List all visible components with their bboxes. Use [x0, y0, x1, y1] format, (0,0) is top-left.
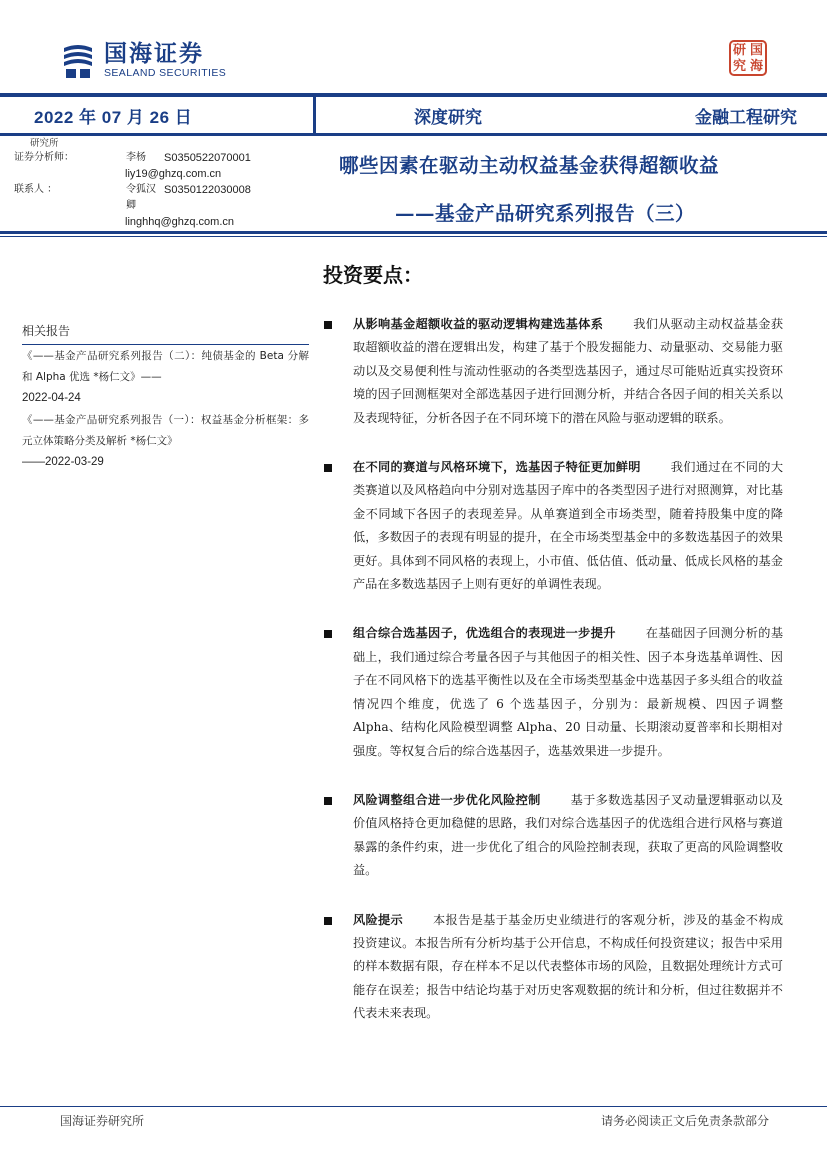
analyst-email[interactable]: liy19@ghzq.com.cn [125, 168, 222, 180]
key-points-list [323, 313, 783, 1052]
brand-name-cn: 国海证券 [104, 40, 204, 67]
related-report-date: ——2022-03-29 [22, 456, 104, 468]
seal-char: 究 [732, 58, 746, 74]
footer-institute: 国海证券研究所 [60, 1114, 145, 1128]
brand-name-en: SEALAND SECURITIES [104, 66, 227, 79]
key-point-item [323, 789, 783, 883]
key-point-heading: 风险提示 [353, 912, 404, 927]
related-reports [22, 322, 309, 473]
analyst-name: 令狐汉卿 [126, 184, 156, 211]
key-point-body: 在基础因子回测分析的基础上，我们通过综合考量各因子与其他因子的相关性、因子本身选基单调性、因子在不同风格下的选基平衡性以及在全市场类型基金中选基因子多头组合的收益情况四个维度，优选了 6 个选基因子，分别为：最新规模、四因子调整 Alpha、结构化风险模型调整 Alpha、20 日动量、长期滚动夏普率和长期相对强度。等权复合后的综合选基因子，选基效果进一步提升。 [353, 626, 784, 758]
key-point-item [323, 456, 783, 596]
footer-divider [0, 1106, 827, 1107]
key-point-body: 我们通过在不同的大类赛道以及风格趋向中分别对选基因子库中的各类型因子进行对照测算，对比基金不同域下各因子的表现差异。从单赛道到全市场类型，随着持股集中度的降低，多数因子的表现有明显的提升，在全市场类型基金中的多数选基因子的效果更好。具体到不同风格的表现上，小市值、低估值、低动量、低成长风格的基金产品在多数选基因子上则有更好的单调性表现。 [353, 460, 784, 592]
analyst-license-id: S0350122030008 [164, 184, 251, 196]
date-box [0, 97, 313, 133]
title-divider-thin [0, 236, 827, 237]
analyst-row [14, 150, 306, 166]
report-type-box [316, 97, 827, 133]
key-point-body: 基于多数选基因子叉动量逻辑驱动以及价值风格持仓更加稳健的思路，我们对综合选基因子的优选组合进行风格与赛道暴露的条件约束，进一步优化了组合的风险控制表现，获取了更高的风险调整收益。 [353, 792, 784, 878]
key-points-heading: 投资要点： [323, 263, 423, 287]
related-reports-title: 相关报告 [22, 322, 309, 345]
seal-char: 研 [732, 42, 746, 58]
report-title: 哪些因素在驱动主动权益基金获得超额收益 [339, 154, 720, 177]
key-point-body: 我们从驱动主动权益基金获取超额收益的潜在逻辑出发，构建了基于个股发掘能力、动量驱动、交易能力驱动以及交易便利性与流动性驱动的各类型选基因子，通过尽可能贴近真实投资环境的因子回测框架对全部选基因子进行回测分析，并结合各因子间的相关关系以及表现特征，分析各因子在不同环境下的潜在风险与驱动逻辑的联系。 [353, 317, 784, 425]
related-report-item[interactable] [22, 410, 309, 473]
report-date: 2022 年 07 月 26 日 [34, 107, 193, 127]
related-report-item[interactable] [22, 346, 309, 409]
seal-char: 海 [749, 58, 763, 74]
title-divider [0, 231, 827, 234]
related-report-date: 2022-04-24 [22, 392, 81, 404]
analyst-role: 证券分析师： [14, 152, 74, 163]
institute-label: 研究所 [30, 138, 59, 149]
related-report-text: 《——基金产品研究系列报告（二）：纯债基金的 Beta 分解和 Alpha 优选 *杨仁文》—— [22, 350, 309, 383]
analyst-license-id: S0350522070001 [164, 152, 251, 164]
key-point-heading: 从影响基金超额收益的驱动逻辑构建选基体系 [353, 317, 604, 331]
analyst-email[interactable]: linghhq@ghzq.com.cn [125, 216, 235, 228]
report-subtitle: ——基金产品研究系列报告（三） [395, 202, 696, 225]
report-category: 金融工程研究 [695, 108, 797, 128]
key-point-body: 本报告是基于基金历史业绩进行的客观分析，涉及的基金不构成投资建议。本报告所有分析均基于公开信息，不构成任何投资建议；报告中采用的样本数据有限，存在样本不足以代表整体市场的风险，且数据处理统计方式可能存在误差；报告中结论均基于对历史客观数据的统计和分析，但过往数据并不代表未来表现。 [353, 912, 784, 1021]
analyst-role: 联系人 ： [14, 184, 58, 195]
company-logo [60, 40, 226, 80]
key-point-item [323, 313, 783, 430]
footer-disclaimer-note: 请务必阅读正文后免责条款部分 [600, 1114, 769, 1128]
key-point-heading: 组合综合选基因子，优选组合的表现进一步提升 [353, 626, 616, 641]
report-type: 深度研究 [414, 108, 482, 128]
analyst-name: 李杨 [126, 152, 146, 163]
key-point-item [323, 622, 783, 762]
key-point-item [323, 909, 783, 1026]
analyst-row [14, 182, 306, 214]
research-seal [729, 40, 767, 76]
seal-char: 国 [749, 42, 763, 58]
related-report-text: 《——基金产品研究系列报告（一）：权益基金分析框架：多元立体策略分类及解析 *杨仁文》 [22, 414, 309, 447]
analyst-info [14, 138, 306, 230]
key-point-heading: 在不同的赛道与风格环境下，选基因子特征更加鲜明 [353, 460, 641, 475]
sealand-logo-icon [60, 40, 96, 80]
key-point-heading: 风险调整组合进一步优化风险控制 [353, 792, 541, 807]
